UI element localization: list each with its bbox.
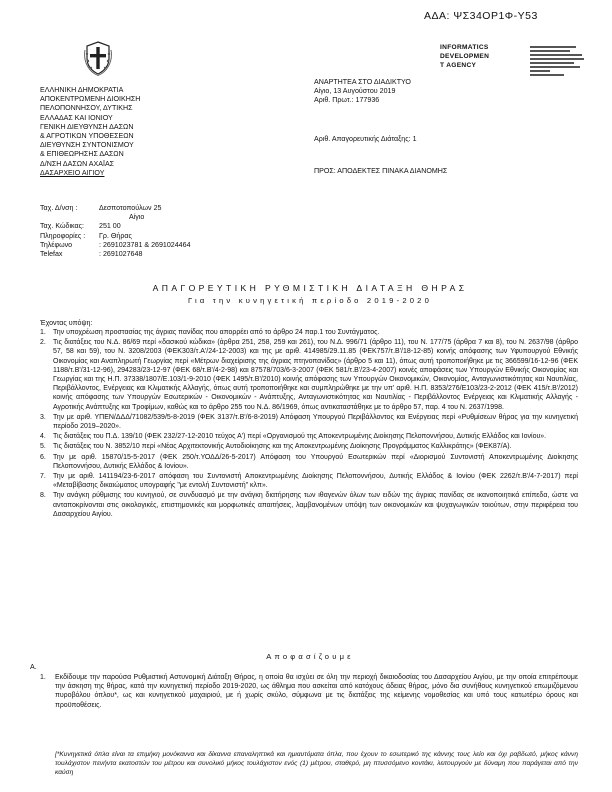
authority-line: ΠΕΛΟΠΟΝΝΗΣΟΥ, ΔΥΤΙΚΗΣ [40,104,133,113]
address-value: Δεσποτοπούλων 25 [99,204,162,212]
document-title: ΑΠΑΓΟΡΕΥΤΙΚΗ ΡΥΘΜΙΣΤΙΚΗ ΔΙΑΤΑΞΗ ΘΗΡΑΣ [152,283,468,293]
list-item: 4. Τις διατάξεις του Π.Δ. 139/10 (ΦΕΚ 232/27-12-2010 τεύχος Α') περί «Οργανισμού της Αποκεντρωμένης Διοίκησης Πελοποννήσου, Δυτικής Ελλάδος και Ιονίου». [40,432,578,441]
authority-line: & ΕΠΙΘΕΩΡΗΣΗΣ ΔΑΣΩΝ [40,150,124,159]
considerations-intro: Έχοντας υπόψη: [40,319,93,327]
posting-note: ΑΝΑΡΤΗΤΕΑ ΣΤΟ ΔΙΑΔΙΚΤΥΟ [314,78,411,86]
document-date: Αίγιο, 13 Αυγούστου 2019 [314,87,396,96]
point-1-text: Εκδίδουμε την παρούσα Ρυθμιστική Αστυνομική Διάταξη Θήρας, η οποία θα ισχύει σε όλη την περιοχή δικαιοδοσίας του Δασαρχείου Αιγίου, με την οποία επιτρέπουμε την άσκηση της θήρας, κατά την κυνηγετική περίοδο 2019-2020, ως άθλημα που ασκείται από κατόχους άδειας θήρας, μόνο δια συνήθους κυνηγετικού επωμιζόμενου πυροβόλου όπλου*, ως και κυνηγετικού μαχαιριού, με ή χωρίς σκύλο, σύμφωνα με τις διατάξεις της κείμενης νομοθεσίας και υπό τους κατωτέρω όρους και προϋποθέσεις. [55,674,578,709]
authority-line: ΓΕΝΙΚΗ ΔΙΕΥΘΥΝΣΗ ΔΑΣΩΝ [40,122,134,131]
recipients: ΠΡΟΣ: ΑΠΟΔΕΚΤΕΣ ΠΙΝΑΚΑ ΔΙΑΝΟΜΗΣ [314,167,448,175]
document-subtitle: Για την κυνηγετική περίοδο 2019-2020 [187,296,433,305]
list-item: 8. Την ανάγκη ρύθμισης του κυνηγιού, σε συνδυασμό με την ανάγκη διατήρησης των ιθαγενών όλων των ειδών της άγριας πανίδας σε ικανοποιητικά επίπεδα, ώστε να ανταποκρίνονται στις οικολογικές, επιστημονικές και μορφωτικές απαιτήσεις, λαμβανομένων υπόψη των οικονομικών και ψυχαγωγικών τοιούτων, στην περιφέρεια του Δασαρχείου Αιγίου. [40,492,578,518]
address-label: Ταχ. Δ/νση : [40,204,78,212]
list-item: 7. Την με αριθ. 141194/23-6-2017 απόφαση του Συντονιστή Αποκεντρωμένης Διοίκησης Πελοποννήσου, Δυτικής Ελλάδος & Ιονίου (ΦΕΚ 2262/τ.Β'/4-7-2017) περί «Μεταβίβασης δικαιώματος υπογραφής "με εντολή Συντονιστή" κλπ». [40,473,578,490]
ada-number: ΑΔΑ: ΨΣ34ΟΡ1Φ-Υ53 [424,10,538,22]
authority-line: ΕΛΛΑΔΑΣ ΚΑΙ ΙΟΝΙΟΥ [40,113,113,122]
decision-heading: Αποφασίζουμε [266,652,354,661]
consideration-text: Την με αριθ. ΥΠΕΝ/ΔΔΔ/71082/539/5-8-2019 (ΦΕΚ 3137/τ.Β'/6-8-2019) Απόφαση Υπουργού Περιβάλλοντος και Ενέργειας περί «Ρυθμίσεων θήρας για την κυνηγετική περίοδο 2019–2020». [53,413,578,431]
greek-emblem-icon [84,40,112,76]
logo-line: DEVELOPMEN [440,53,490,60]
contact-details [40,204,191,259]
phone-label: Τηλέφωνο [40,240,73,249]
info-label: Πληροφορίες : [40,231,86,240]
document-header-info [314,78,411,106]
consideration-text: Τις διατάξεις του Π.Δ. 139/10 (ΦΕΚ 232/27-12-2010 τεύχος Α') περί «Οργανισμού της Αποκεντρωμένης Διοίκησης Πελοποννήσου, Δυτικής Ελλάδος και Ιονίου». [53,433,547,441]
decision-number: Αριθ. Απαγορευτικής Διάταξης: 1 [314,135,417,143]
zip-label: Ταχ. Κώδικας: [40,222,84,231]
list-item: 3. Την με αριθ. ΥΠΕΝ/ΔΔΔ/71082/539/5-8-2019 (ΦΕΚ 3137/τ.Β'/6-8-2019) Απόφαση Υπουργού Περιβάλλοντος και Ενέργειας περί «Ρυθμίσεων θήρας για την κυνηγετική περίοδο 2019–2020». [40,413,578,431]
consideration-text: Την ανάγκη ρύθμισης του κυνηγιού, σε συνδυασμό με την ανάγκη διατήρησης των ιθαγενών όλων των ειδών της άγριας πανίδας σε ικανοποιητικά επίπεδα, ώστε να ανταποκρίνονται στις οικολογικές, επιστημονικές και μορφωτικές απαιτήσεις, λαμβανομένων υπόψη των οικονομικών και ψυχαγωγικών τοιούτων, στην περιφέρεια του Δασαρχείου Αιγίου. [53,492,578,518]
consideration-text: Τις διατάξεις του Ν. 3852/10 περί «Νέας Αρχιτεκτονικής Αυτοδιοίκησης και της Αποκεντρωμένης Διοίκησης Προγράμματος Καλλικράτης» (ΦΕΚ87/Α). [53,443,512,451]
authority-line: & ΑΓΡΟΤΙΚΩΝ ΥΠΟΘΕΣΕΩΝ [40,132,134,141]
consideration-text: Την με αριθ. 15870/15-5-2017 (ΦΕΚ 250/τ.ΥΟΔΔ/26-5-2017) Απόφαση του Υπουργού Εσωτερικών περί «Διορισμού Συντονιστή Αποκεντρωμένης Διοίκησης Πελοποννήσου, Δυτικής Ελλάδος & Ιονίου». [53,453,578,470]
authority-office: ΔΑΣΑΡΧΕΙΟ ΑΙΓΙΟΥ [40,168,105,177]
list-item: 6. Την με αριθ. 15870/15-5-2017 (ΦΕΚ 250/τ.ΥΟΔΔ/26-5-2017) Απόφαση του Υπουργού Εσωτερικών περί «Διορισμού Συντονιστή Αποκεντρωμένης Διοίκησης Πελοποννήσου, Δυτικής Ελλάδος & Ιονίου». [40,453,578,470]
list-item: 2. Τις διατάξεις του Ν.Δ. 86/69 περί «δασικού κώδικα» (άρθρα 251, 258, 259 και 261), του Ν.Δ. 996/71 (άρθρο 11), του Ν. 177/75 (άρθρα 7 και 8), του Ν. 2637/98 (άρθρο 57, 58 και 59), του Ν. 3208/2003 (ΦΕΚ303/τ.Α'/24-12-2003) και της με αριθ. 414985/29.11.85 (ΦΕΚ757/τ.Β'/18-12-85) κοινής απόφασης των Υφυπουργού Εθνικής Οικονομίας και Αναπληρωτή Γεωργίας περί «Μέτρων διαχείρισης της άγριας πτηνοπανίδας» (άρθρο 5 και 11), όπως αυτή τροποποιήθηκε με τις 366599/16-12-96 (ΦΕΚ 1188/τ.Β'/31-12-96), 294283/23-12-97 (ΦΕΚ 68/τ.Β'/4-2-98) και 87578/703/6-3-2007 (ΦΕΚ 581/τ.Β'/23-4-2007) κοινές αποφάσεις των Υπουργών Εθνικής Οικονομίας και Γεωργίας και της Η.Π. 37338/1807/Ε.103/1-9-2010 (ΦΕΚ 1495/τ.Β'/2010) κοινής απόφασης των Υπουργών Οικονομικών, Οικονομίας, Ανταγωνιστικότητας και Ναυτιλίας, Περιβάλλοντος, Ενέργειας και Κλιματικής Αλλαγής, όπως αυτή τροποποιήθηκε και συμπληρώθηκε με την υπ' αριθ. Η.Π. 8353/276/Ε103/23-2-2012 (ΦΕΚ 415/τ.Β'/2012) κοινής απόφασης των Υπουργών Εσωτερικών - Οικονομικών - Ανάπτυξης, Ανταγωνιστικότητας και Ναυτιλίας - Περιβάλλοντος Ενέργειας και Κλιματικής Αλλαγής - Αγροτικής Ανάπτυξης και Τροφίμων, καθώς και το άρθρο 255 του Ν.Δ. 86/1969, όπως αντικαταστάθηκε με το άρθρο 57, παρ. 4 του Ν. 2637/1998. [40,339,578,411]
fax-label: Telefax [40,250,63,259]
list-item: 5. Τις διατάξεις του Ν. 3852/10 περί «Νέας Αρχιτεκτονικής Αυτοδιοίκησης και της Αποκεντρωμένης Διοίκησης Προγράμματος Καλλικράτης» (ΦΕΚ87/Α). [40,442,578,451]
fax-value: : 2691027648 [99,250,143,259]
considerations-list [40,328,578,520]
diavgeia-logo [440,42,580,78]
authority-line: ΕΛΛΗΝΙΚΗ ΔΗΜΟΚΡΑΤΙΑ [40,86,124,94]
consideration-text: Την υποχρέωση προστασίας της άγριας πανίδας που απορρέει από το άρθρο 24 παρ.1 του Συντάγματος. [53,329,380,336]
firearm-footnote: [*Κυνηγετικά όπλα είναι τα επιμήκη μονόκαννα και δίκαννα επαναληπτικά και ημιαυτόματα όπλα, που έχουν το εσωτερικό της κάννης τους λείο και όχι ραβδωτό, μήκος κάννη τουλάχιστον πενήντα εκατοστών του μέτρου και συνολικό μήκος τουλάχιστον ενός (1) μέτρου, σταθερό, μη πτυσσόμενο κοντάκι, λειτουργούν με δύναμη που παράγεται από την καύση [55,751,578,776]
authority-line: Δ/ΝΣΗ ΔΑΣΩΝ ΑΧΑΪΑΣ [40,159,115,168]
address-city: Αίγιο [129,213,145,222]
logo-line: INFORMATICS [440,44,489,51]
consideration-text: Τις διατάξεις του Ν.Δ. 86/69 περί «δασικού κώδικα» (άρθρα 251, 258, 259 και 261), του Ν.Δ. 996/71 (άρθρο 11), του Ν. 177/75 (άρθρα 7 και 8), του Ν. 2637/98 (άρθρο 57, 58 και 59), του Ν. 3208/2003 (ΦΕΚ303/τ.Α'/24-12-2003) και της με αριθ. 414985/29.11.85 (ΦΕΚ757/τ.Β'/18-12-85) κοινής απόφασης των Υφυπουργού Εθνικής Οικονομίας και Αναπληρωτή Γεωργίας περί «Μέτρων διαχείρισης της άγριας πτηνοπανίδας» (άρθρο 5 και 11), όπως αυτή τροποποιήθηκε με τις 366599/16-12-96 (ΦΕΚ 1188/τ.Β'/31-12-96), 294283/23-12-97 (ΦΕΚ 68/τ.Β'/4-2-98) και 87578/703/6-3-2007 (ΦΕΚ 581/τ.Β'/23-4-2007) κοινές αποφάσεις των Υπουργών Εθνικής Οικονομίας και Γεωργίας και της Η.Π. 37338/1807/Ε.103/1-9-2010 (ΦΕΚ 1495/τ.Β'/2010) κοινής απόφασης των Υπουργών Οικονομικών, Οικονομίας, Ανταγωνιστικότητας και Ναυτιλίας, Περιβάλλοντος, Ενέργειας και Κλιματικής Αλλαγής, όπως αυτή τροποποιήθηκε και συμπληρώθηκε με την υπ' αριθ. Η.Π. 8353/276/Ε103/23-2-2012 (ΦΕΚ 415/τ.Β'/2012) κοινής απόφασης των Υπουργών Εσωτερικών - Οικονομικών - Ανάπτυξης, Ανταγωνιστικότητας και Ναυτιλίας - Περιβάλλοντος Ενέργειας και Κλιματικής Αλλαγής - Αγροτικής Ανάπτυξης και Τροφίμων, καθώς και το άρθρο 255 του Ν.Δ. 86/1969, όπως αντικαταστάθηκε με το άρθρο 57, παρ. 4 του Ν. 2637/1998. [53,339,578,411]
consideration-text: Την με αριθ. 141194/23-6-2017 απόφαση του Συντονιστή Αποκεντρωμένης Διοίκησης Πελοποννήσου, Δυτικής Ελλάδος & Ιονίου (ΦΕΚ 2262/τ.Β'/4-7-2017) περί «Μεταβίβασης δικαιώματος υπογραφής "με εντολή Συντονιστή" κλπ». [53,473,578,490]
list-item: 1. Την υποχρέωση προστασίας της άγριας πανίδας που απορρέει από το άρθρο 24 παρ.1 του Συντάγματος. [40,328,578,337]
authority-line: ΑΠΟΚΕΝΤΡΩΜΕΝΗ ΔΙΟΙΚΗΣΗ [40,95,141,104]
authority-line: ΔΙΕΥΘΥΝΣΗ ΣΥΝΤΟΝΙΣΜΟΥ [40,141,134,150]
info-value: Γρ. Θήρας [99,231,132,240]
section-a-label: Α. [30,663,37,671]
issuing-authority [40,86,140,178]
logo-line: T AGENCY [440,62,477,69]
zip-value: 251 00 [99,222,121,231]
logo-small-print [530,44,586,78]
point-1: 1. Εκδίδουμε την παρούσα Ρυθμιστική Αστυνομική Διάταξη Θήρας, η οποία θα ισχύει σε όλη την περιοχή δικαιοδοσίας του Δασαρχείου Αιγίου, με την οποία επιτρέπουμε την άσκηση της θήρας, κατά την κυνηγετική περίοδο 2019-2020, ως άθλημα που ασκείται από κατόχους άδειας θήρας, μόνο δια συνήθους κυνηγετικού επωμιζόμενου πυροβόλου όπλου*, ως και κυνηγετικού μαχαιριού, με ή χωρίς σκύλο, σύμφωνα με τις διατάξεις της κείμενης νομοθεσίας και υπό τους κατωτέρω όρους και προϋποθέσεις. [40,674,578,709]
phone-value: : 2691023781 & 2691024464 [99,240,191,249]
protocol-number: Αριθ. Πρωτ.: 177936 [314,96,380,105]
